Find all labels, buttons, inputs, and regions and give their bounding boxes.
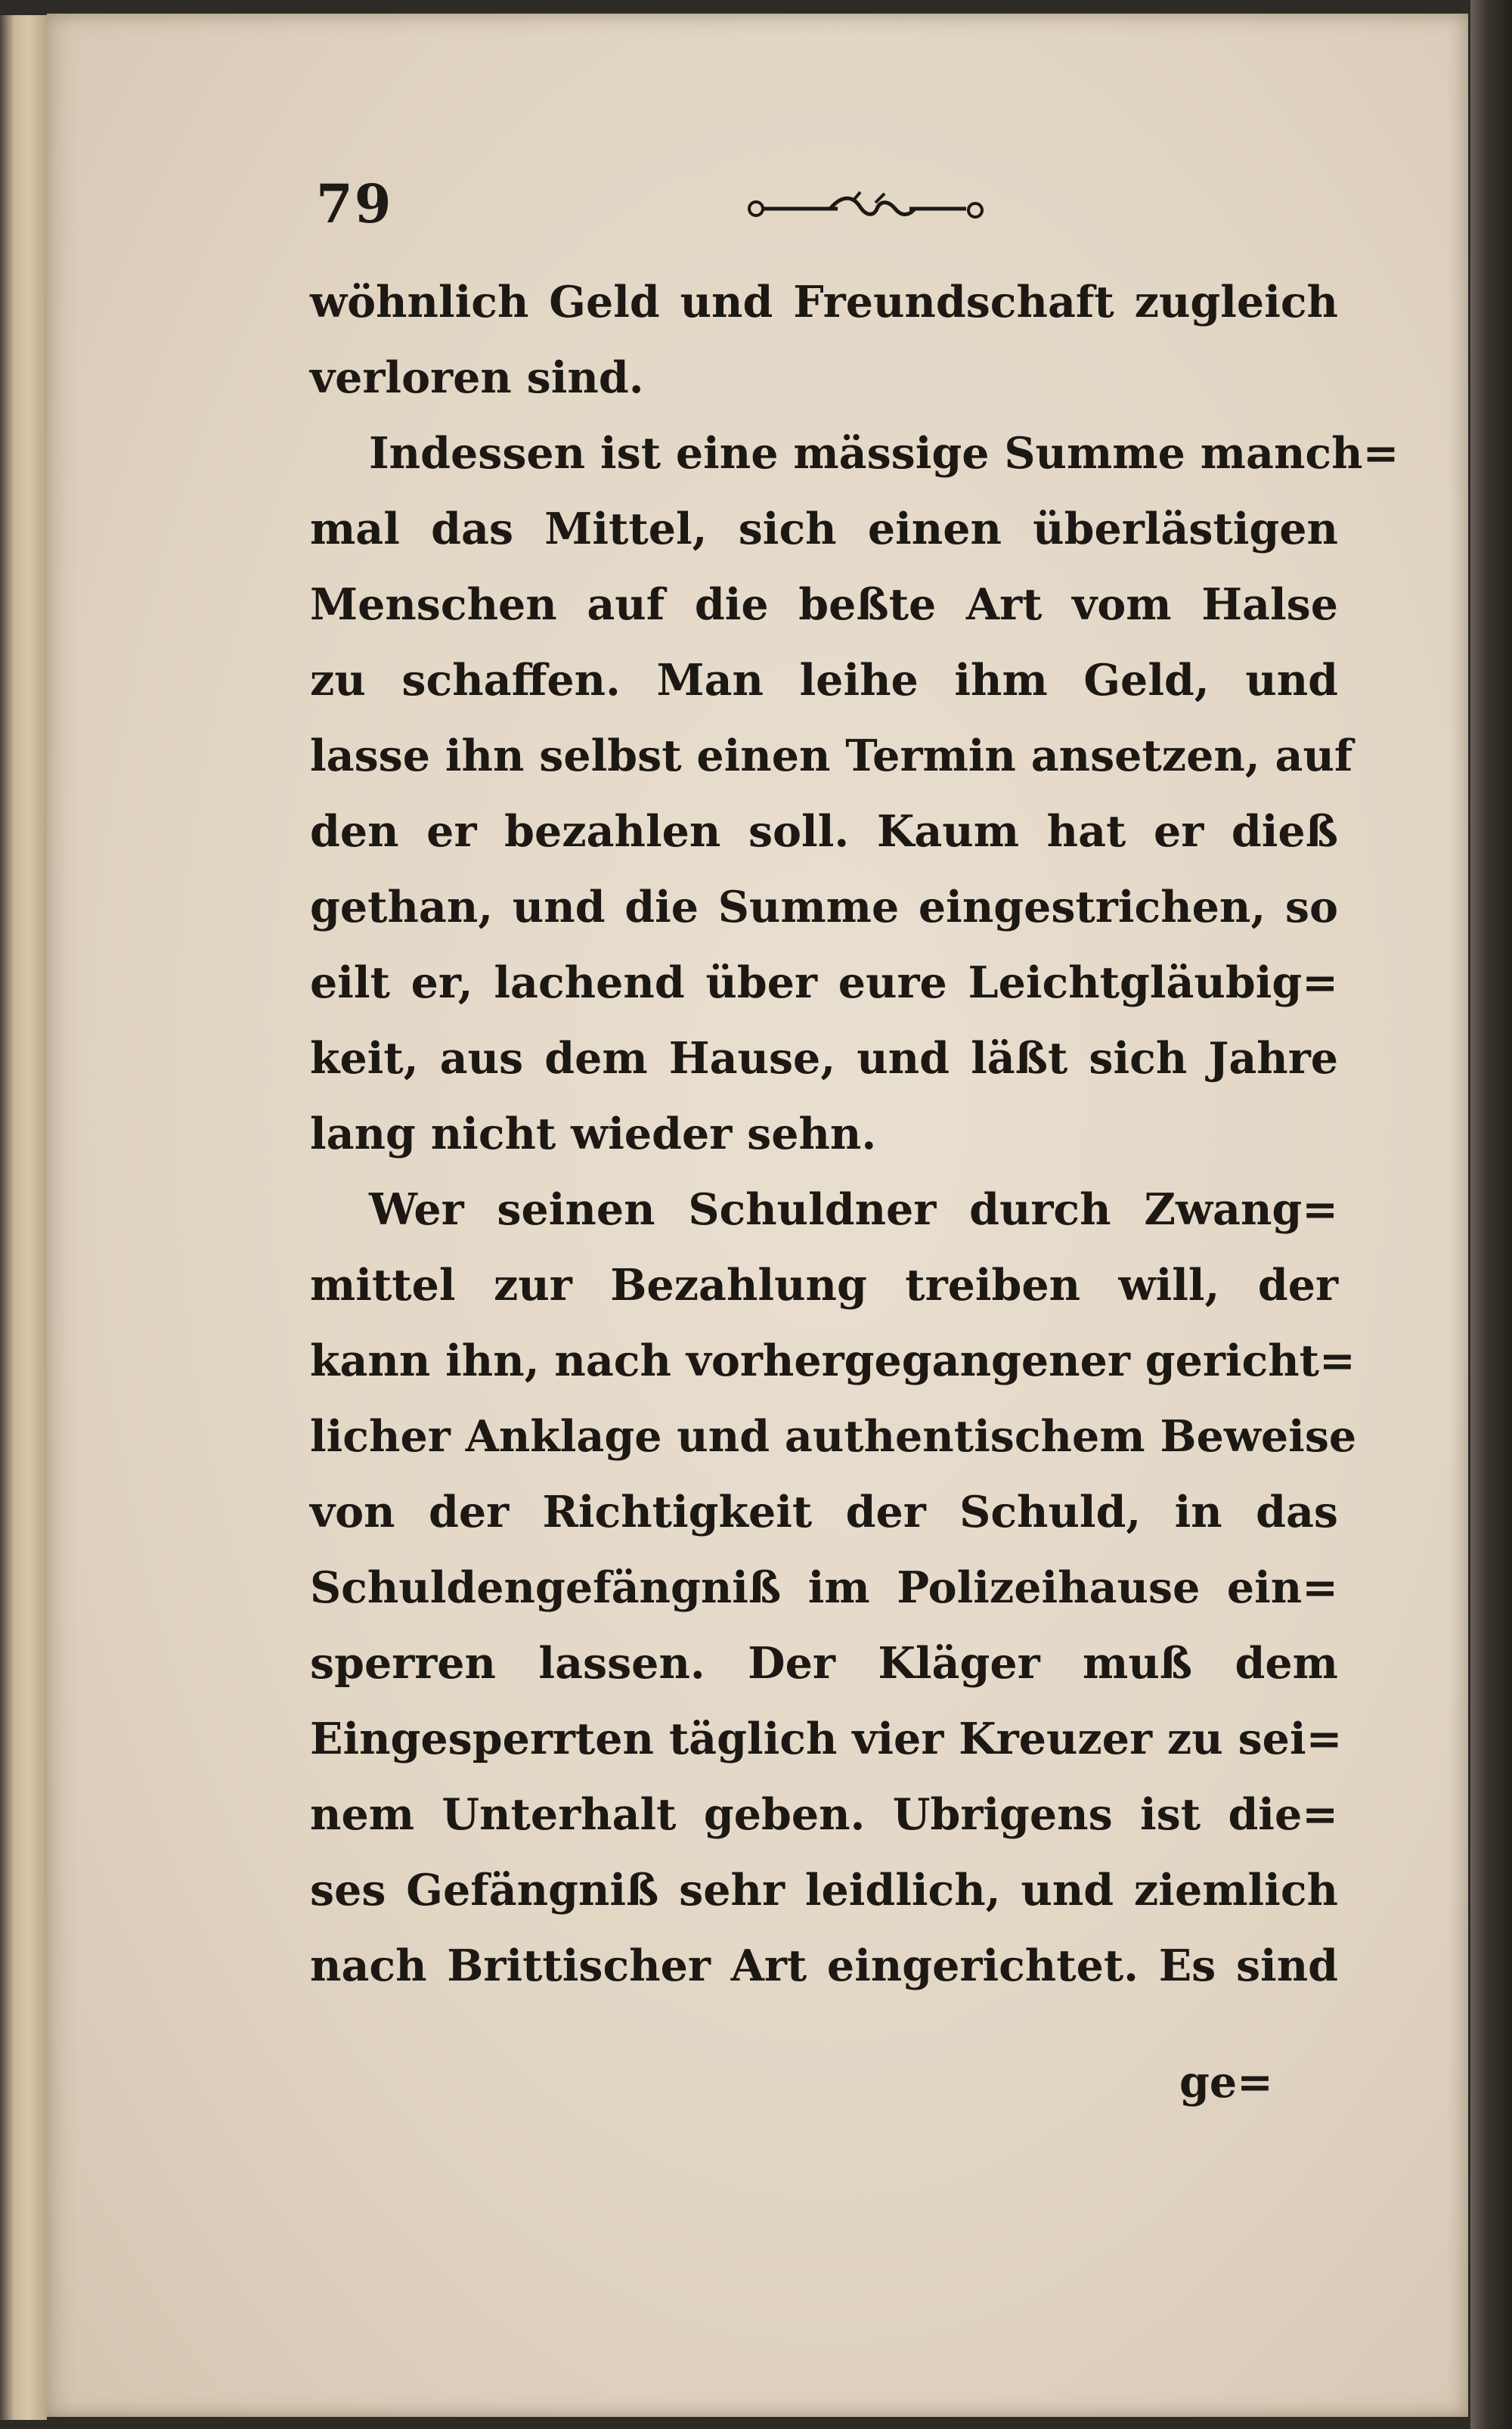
text-line: zu schaffen. Man leihe ihm Geld, und [310, 655, 1338, 706]
page-number: 79 [316, 172, 393, 235]
text-line: Schuldengefängniß im Polizeihause ein= [310, 1562, 1338, 1613]
text-line: Eingesperrten täglich vier Kreuzer zu sei= [310, 1714, 1343, 1764]
body-text [310, 265, 1399, 2004]
text-line: Menschen auf die beßte Art vom Halse [310, 579, 1338, 630]
text-line: lang nicht wieder sehn. [310, 1109, 877, 1159]
decorative-rule-icon [747, 186, 989, 231]
text-line: lasse ihn selbst einen Termin ansetzen, auf [310, 731, 1353, 781]
page-header [316, 172, 996, 240]
text-line: gethan, und die Summe eingestrichen, so [310, 882, 1338, 932]
text-line: keit, aus dem Hause, und läßt sich Jahre [310, 1033, 1338, 1084]
text-line: Indessen ist eine mässige Summe manch= [369, 428, 1399, 479]
text-line: nem Unterhalt geben. Ubrigens ist die= [310, 1789, 1338, 1840]
book-binding-edge [1470, 0, 1512, 2429]
catchword: ge= [1179, 2057, 1273, 2108]
text-line: eilt er, lachend über eure Leichtgläubig= [310, 957, 1338, 1008]
text-line: mittel zur Bezahlung treiben will, der [310, 1260, 1338, 1311]
text-line: mal das Mittel, sich einen überlästigen [310, 504, 1338, 554]
text-line: licher Anklage und authentischem Beweise [310, 1411, 1357, 1462]
text-line: von der Richtigkeit der Schuld, in das [310, 1487, 1338, 1537]
text-line: den er bezahlen soll. Kaum hat er dieß [310, 806, 1338, 857]
text-line: nach Brittischer Art eingerichtet. Es sind [310, 1940, 1338, 1991]
text-line: ses Gefängniß sehr leidlich, und ziemlich [310, 1865, 1338, 1916]
book-fore-edge [0, 15, 47, 2420]
text-line: verloren sind. [310, 352, 644, 403]
text-line: Wer seinen Schuldner durch Zwang= [369, 1184, 1338, 1235]
text-line: sperren lassen. Der Kläger muß dem [310, 1638, 1338, 1689]
text-line: kann ihn, nach vorhergegangener gericht= [310, 1335, 1356, 1386]
text-line: wöhnlich Geld und Freundschaft zugleich [310, 277, 1338, 327]
